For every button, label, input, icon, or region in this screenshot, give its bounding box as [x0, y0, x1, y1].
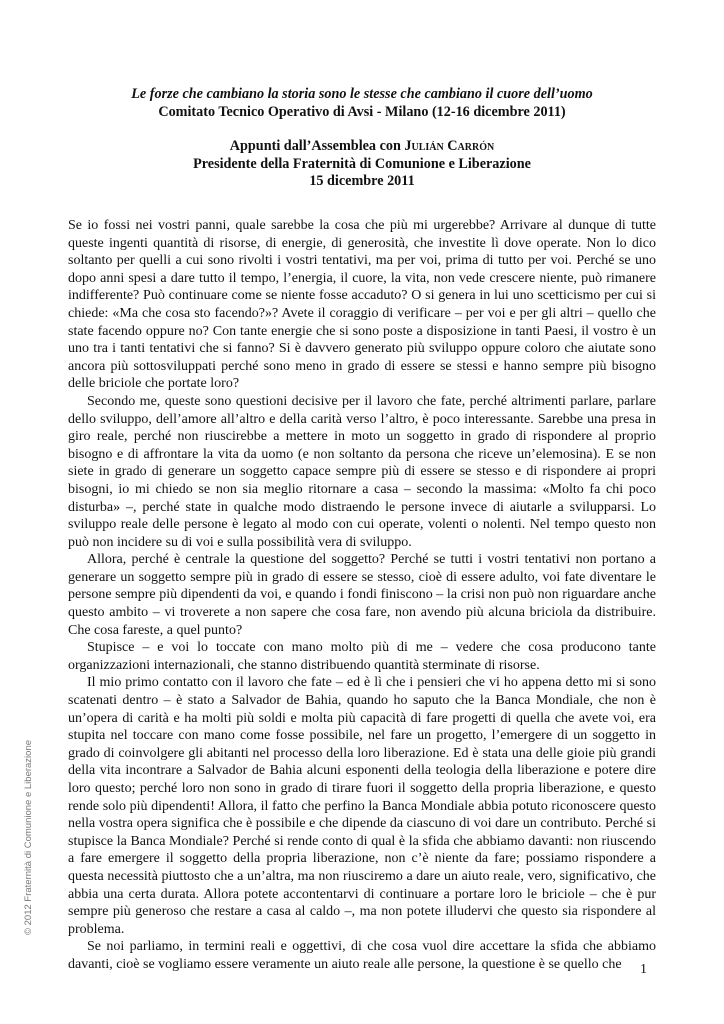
paragraph: Stupisce – e voi lo toccate con mano molto più di me – vedere che cosa producono tante organizzazioni internazionali, che stanno distribuendo quantità sterminate di risorse.	[68, 640, 656, 673]
speaker-first-name: Julián	[404, 138, 444, 154]
notes-line	[60, 138, 664, 156]
paragraph: Secondo me, queste sono questioni decisive per il lavoro che fate, perché altrimenti parlare, parlare dello sviluppo, dell’amore all’altro e della carità verso l’altro, è poco interessante. Sarebbe una presa in giro reale, perché non riuscirebbe a mettere in moto un soggetto in grado di rispondere al proprio bisogno e di affrontare la vita da uomo (e non soltanto da persona che riceve un’elemosina). E se non siete in grado di generare un soggetto capace sempre più di essere se stesso e di rispondere ai propri bisogni, io mi chiedo se non sia meglio ritornare a casa – secondo la massima: «Molto fa chi poco disturba» –, perché state in qualche modo distraendo le persone invece di aiutarle a svilupparsi. Lo sviluppo reale delle persone è legato al modo con cui operate, volenti o nolenti. Nel tempo questo non può non incidere su di voi e sulla possibilità vera di sviluppo.	[68, 393, 656, 550]
page-number: 1	[640, 962, 647, 977]
body-text	[68, 217, 656, 974]
document-title: Le forze che cambiano la storia sono le stesse che cambiano il cuore dell’uomo	[131, 86, 593, 102]
speaker-last-name: Carrón	[447, 138, 495, 154]
paragraph: Il mio primo contatto con il lavoro che fate – ed è lì che i pensieri che vi ho appena detto mi si sono scatenati dentro – è stato a Salvador de Bahia, quando ho saputo che la Banca Mondiale, che non è un’opera di carità e ha molti più soldi e molta più capacità di fare progetti di quella che avete voi, era stupita nel toccare con mano come fosse possibile, nel fare un progetto, l’emergere di un soggetto in grado di coinvolgere gli abitanti nel processo della loro liberazione. Ed è stata una delle gioie più grandi della vita incontrare a Salvador de Bahia alcuni esponenti della teologia della liberazione e potere dire loro questo; perché loro non sono in grado di tirare fuori il soggetto della propria liberazione, e questo rende solo più dipendenti! Allora, il fatto che perfino la Banca Mondiale abbia potuto riconoscere questo nella vostra opera significa che è possibile e che dipende da ciascuno di voi dare un contributo. Perché si stupisce la Banca Mondiale? Perché si rende conto di qual è la sfida che abbiamo davanti: non riuscendo a fare emergere il soggetto della propria liberazione, non c’è niente da fare; possiamo rispondere a questa necessità piuttosto che a un’altra, ma non riusciremo a dare un aiuto reale, vero, significativo, che abbia una certa durata. Allora potete accontentarvi di continuare a portare loro le briciole – che è pur sempre più generoso che restare a casa al caldo –, ma non potete illudervi che questo sia rispondere al problema.	[68, 675, 656, 937]
paragraph: Se noi parliamo, in termini reali e oggettivi, di che cosa vuol dire accettare la sfida che abbiamo davanti, cioè se vogliamo essere veramente un aiuto reale alle persone, la questione è se quello che	[68, 939, 656, 972]
notes-prefix: Appunti dall’Assemblea con	[229, 138, 405, 154]
assembly-date: 15 dicembre 2011	[309, 173, 415, 189]
speaker-role: Presidente della Fraternità di Comunione e Liberazione	[193, 155, 531, 172]
copyright-notice: © 2012 Fraternità di Comunione e Liberazione	[23, 739, 34, 935]
paragraph: Allora, perché è centrale la questione del soggetto? Perché se tutti i vostri tentativi non portano a generare un soggetto sempre più in grado di essere se stesso, cioè di essere adulto, voi fate diventare le persone sempre più dipendenti da voi, e quando i fondi finiscono – la crisi non può non riguardare anche questo ambito – vi troverete a non sapere che cosa fare, non avendo più alcuna briciola da distribuire. Che cosa fareste, a quel punto?	[68, 552, 656, 638]
paragraph: Se io fossi nei vostri panni, quale sarebbe la cosa che più mi urgerebbe? Arrivare al dunque di tutte queste ingenti quantità di risorse, di energie, di generosità, che investite lì dove operate. Non lo dico soltanto per quelli a cui sono rivolti i vostri tentativi, ma per voi, prima di tutto per voi. Perché se uno dopo anni spesi a dare tutto il tempo, l’energia, il cuore, la vita, non vede crescere niente, può rimanere indifferente? Può continuare come se niente fosse accaduto? O si genera in lui uno scetticismo per cui si chiede: «Ma che cosa sto facendo?»? Avete il coraggio di verificare – per voi e per gli altri – quello che state facendo oppure no? Con tante energie che si sono poste a disposizione in tanti Paesi, il vostro è un uno tra i tanti tentativi che si fanno? Si è davvero generato più sviluppo oppure coloro che aiutate sono ancora più sottosviluppati perché sono meno in grado di essere se stessi e hanno sempre più bisogno delle briciole che portate loro?	[68, 218, 656, 392]
event-line: Comitato Tecnico Operativo di Avsi - Milano (12-16 dicembre 2011)	[158, 103, 566, 120]
document-header	[60, 86, 664, 191]
